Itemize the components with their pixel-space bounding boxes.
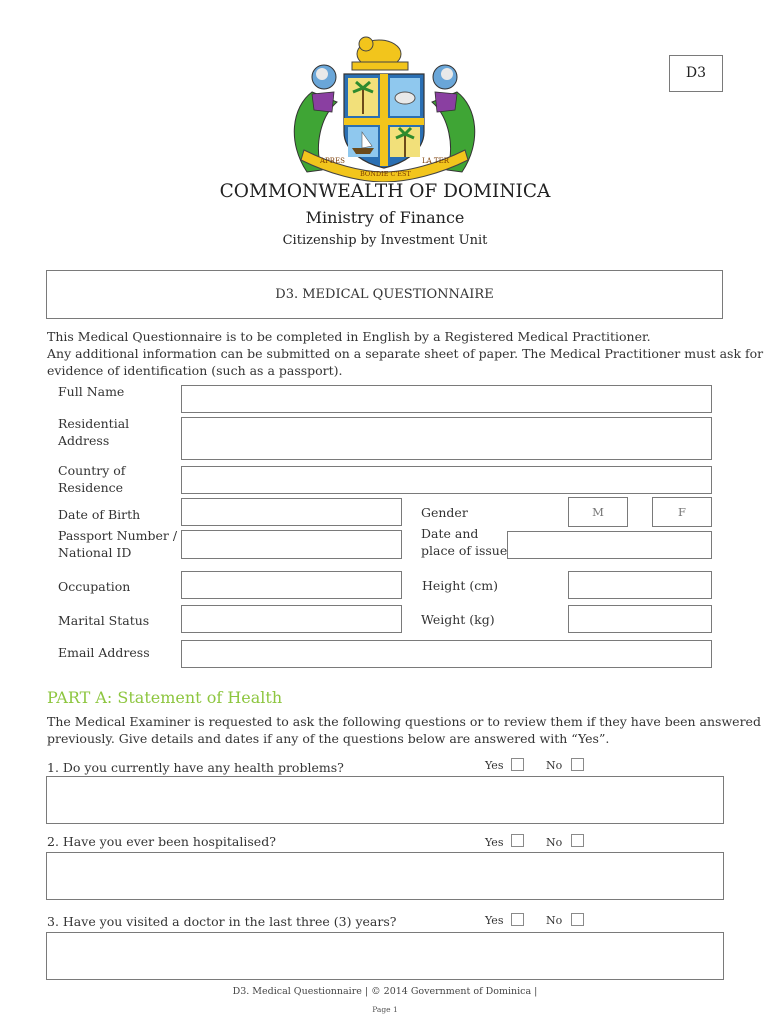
full-name-label: Full Name (58, 384, 125, 399)
gender-m-box[interactable] (568, 497, 628, 527)
dob-label: Date of Birth (58, 507, 141, 522)
gender-f-box[interactable] (652, 497, 712, 527)
part-a-desc-1: The Medical Examiner is requested to ask the following questions or to review them if they have been answered (47, 714, 761, 729)
intro-line-2: Any additional information can be submitted on a separate sheet of paper. The Medical Practitioner must ask for (47, 346, 764, 361)
q3-details-input[interactable] (46, 932, 724, 980)
q1-no-checkbox[interactable] (571, 758, 584, 771)
date-place-label-2: place of issue (421, 543, 508, 558)
q3-no-checkbox[interactable] (571, 913, 584, 926)
q3-no-label: No (546, 914, 563, 927)
form-title: D3. MEDICAL QUESTIONNAIRE (275, 287, 494, 302)
q2-yes-checkbox[interactable] (511, 834, 524, 847)
passport-input[interactable] (181, 530, 402, 559)
residential-address-label-1: Residential (58, 416, 130, 431)
crest-motto-middle: BONDIE C'EST (360, 170, 411, 178)
crest-motto-right: LA TER (422, 157, 449, 165)
date-place-input[interactable] (507, 531, 712, 559)
gender-m-label: M (592, 505, 604, 519)
footer-page: Page 1 (372, 1005, 398, 1014)
full-name-input[interactable] (181, 385, 712, 413)
height-input[interactable] (568, 571, 712, 599)
header-ministry: Ministry of Finance (305, 208, 465, 227)
height-label: Height (cm) (422, 578, 498, 593)
q1-yes-label: Yes (485, 759, 504, 772)
q1-yes-checkbox[interactable] (511, 758, 524, 771)
q2-no-label: No (546, 836, 563, 849)
header-unit: Citizenship by Investment Unit (282, 233, 488, 248)
form-code-box (669, 55, 723, 92)
gender-f-label: F (678, 505, 686, 519)
occupation-input[interactable] (181, 571, 402, 599)
email-input[interactable] (181, 640, 712, 668)
part-a-heading: PART A: Statement of Health (47, 688, 283, 707)
email-label: Email Address (58, 645, 150, 660)
q1-no-label: No (546, 759, 563, 772)
residential-address-label-2: Address (58, 433, 110, 448)
passport-label-2: National ID (58, 545, 132, 560)
form-code: D3 (685, 65, 707, 81)
date-place-label-1: Date and (421, 526, 479, 541)
country-label-1: Country of (58, 463, 126, 478)
coat-of-arms (282, 32, 487, 182)
question-2: 2. Have you ever been hospitalised? (47, 834, 276, 849)
occupation-label: Occupation (58, 579, 131, 594)
dob-input[interactable] (181, 498, 402, 526)
intro-line-1: This Medical Questionnaire is to be completed in English by a Registered Medical Practitioner. (47, 329, 651, 344)
country-input[interactable] (181, 466, 712, 494)
weight-label: Weight (kg) (421, 612, 495, 627)
footer-text: D3. Medical Questionnaire | © 2014 Government of Dominica | (232, 986, 538, 997)
weight-input[interactable] (568, 605, 712, 633)
marital-input[interactable] (181, 605, 402, 633)
crest-motto-left: APRES (320, 157, 345, 165)
country-label-2: Residence (58, 480, 124, 495)
q2-no-checkbox[interactable] (571, 834, 584, 847)
passport-label-1: Passport Number / (58, 528, 178, 543)
gender-label: Gender (421, 505, 468, 520)
coat-of-arms-illustration (282, 32, 487, 182)
q2-yes-label: Yes (485, 836, 504, 849)
header-title: COMMONWEALTH OF DOMINICA (219, 181, 551, 202)
part-a-desc-2: previously. Give details and dates if any of the questions below are answered with “Yes”. (47, 731, 610, 746)
question-1: 1. Do you currently have any health problems? (47, 760, 344, 775)
question-3: 3. Have you visited a doctor in the last three (3) years? (47, 914, 397, 929)
intro-line-3: evidence of identification (such as a passport). (47, 363, 343, 378)
residential-address-input[interactable] (181, 417, 712, 460)
form-title-box (46, 270, 723, 319)
q2-details-input[interactable] (46, 852, 724, 900)
q3-yes-label: Yes (485, 914, 504, 927)
q3-yes-checkbox[interactable] (511, 913, 524, 926)
marital-label: Marital Status (58, 613, 150, 628)
q1-details-input[interactable] (46, 776, 724, 824)
